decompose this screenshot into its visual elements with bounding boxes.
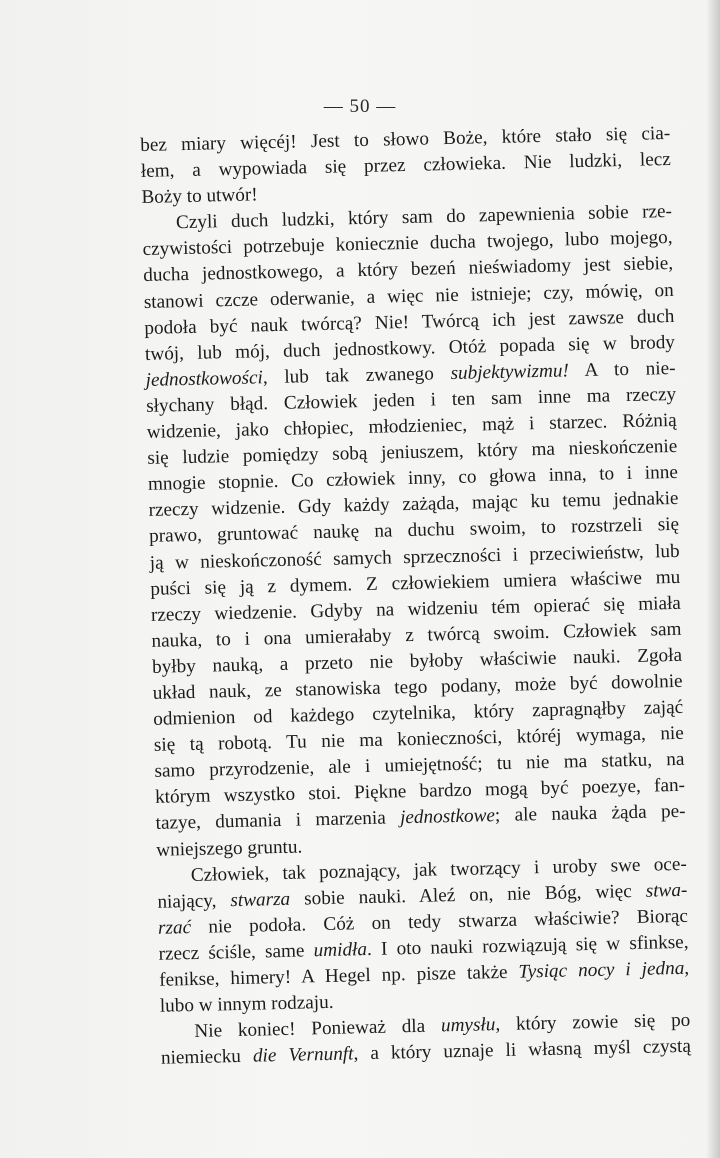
italic-phrase: stwarza	[230, 888, 291, 911]
text-run: się tą robotą. Tu nie ma konieczności, któréj wymaga, nie	[153, 722, 685, 756]
page-edge-shadow	[706, 0, 720, 1158]
italic-phrase: subjektywizmu!	[450, 360, 570, 384]
text-run: mnogie stopnie. Co człowiek inny, co głowa inna, to i inne	[147, 462, 679, 496]
text-run: Boży to utwór!	[141, 184, 258, 209]
text-run: słychany błąd. Człowiek jeden i ten sam inne ma rzeczy	[145, 383, 677, 417]
text-run: stanowi czcze oderwanie, a więc nie istnieje; czy, mówię, on	[143, 279, 674, 313]
italic-phrase: jednostkowości	[145, 367, 264, 391]
text-run: Człowiek, tak poznający, jak tworzący i uroby swe oce-	[190, 853, 687, 886]
text-run: samo przyrodzenie, ale i umiejętność; tu nie ma statku, na	[154, 749, 685, 783]
text-run: ją w nieskończoność samych sprzeczności i przeciwieństw, lub	[149, 540, 680, 574]
text-run: wniejszego gruntu.	[156, 836, 303, 861]
text-run: układ nauk, ze stanowiska tego podany, może być dowolnie	[152, 670, 683, 704]
text-run: Czyli duch ludzki, który sam do zapewnienia sobie rze-	[175, 201, 673, 234]
text-run: . I oto nauki rozwiązują się w sfinkse,	[366, 931, 689, 960]
text-run: ,	[684, 957, 690, 979]
text-run: twój, lub mój, duch jednostkowy. Otóż popada się w brody	[144, 331, 676, 365]
text-run: niający,	[157, 889, 231, 913]
text-run: Nie koniec! Ponieważ dla	[194, 1015, 442, 1043]
text-run: , lub tak zwanego	[262, 362, 451, 389]
text-run: nauka, to i ona umierałaby z twórcą swoim. Człowiek sam	[151, 618, 682, 652]
text-run: rzecz ściśle, same	[158, 940, 314, 965]
text-run: tazye, dumania i marzenia	[155, 807, 401, 835]
body-text	[140, 121, 691, 1072]
text-run: sobie nauki. Aleź on, nie Bóg, więc	[289, 880, 646, 910]
text-run: lubo w innym rodzaju.	[159, 991, 334, 1017]
text-run: A to nie-	[568, 357, 676, 382]
text-run: bez miary więcéj! Jest to słowo Boże, które stało się cia-	[140, 122, 671, 156]
text-run: prawo, gruntować naukę na duchu swoim, to rozstrzeli się	[148, 514, 680, 548]
italic-phrase: umysłu	[440, 1014, 496, 1037]
text-run: czywistości potrzebuje koniecznie ducha twojego, lubo mojego,	[142, 227, 673, 261]
italic-phrase: Tysiąc nocy i jedna	[518, 957, 685, 983]
italic-phrase: jednostkowe	[399, 805, 496, 829]
text-run: się ludzie pomiędzy sobą jeniuszem, który ma nieskończenie	[147, 436, 678, 470]
text-run: fenikse, himery! A Hegel np. pisze także	[158, 961, 519, 991]
text-run: byłby nauką, a przeto nie byłoby właściwie nauki. Zgoła	[151, 644, 683, 678]
text-run: odmienion od każdego czytelnika, który zapragnąłby zająć	[153, 696, 684, 730]
text-run: puści się ją z dymem. Z człowiekiem umiera właściwe mu	[150, 566, 681, 600]
text-run: ; ale nauka żąda pe-	[494, 801, 686, 827]
text-run: łem, a wypowiada się przez człowieka. Nie ludzki, lecz	[140, 149, 671, 183]
text-run: , a który uznaje li własną myśl czystą	[353, 1036, 692, 1065]
italic-phrase: die Vernunft	[252, 1043, 354, 1067]
text-run: niemiecku	[160, 1045, 254, 1070]
text-run: podoła być nauk twórcą? Nie! Twórcą ich jest zawsze duch	[144, 305, 675, 339]
italic-phrase: rzać	[157, 916, 192, 939]
italic-phrase: umidła	[313, 938, 368, 962]
italic-phrase: stwa-	[645, 879, 688, 902]
text-run: rzeczy widzenie. Gdy każdy zażąda, mając ku temu jednakie	[148, 488, 679, 522]
text-run: rzeczy wiedzenie. Gdyby na widzeniu tém opierać się miała	[150, 592, 682, 626]
text-run: nie podoła. Cóż on tedy stwarza właściwie? Biorąc	[190, 905, 689, 938]
text-run: widzenie, jako chłopiec, młodzieniec, mąż i starzec. Różnią	[146, 409, 677, 443]
text-run: którym wszystko stoi. Piękne bardzo mogą być poezye, fan-	[154, 775, 686, 809]
text-run: ducha jednostkowego, a który bezeń nieświadomy jest siebie,	[143, 253, 674, 287]
text-run: , który zowie się po	[495, 1009, 691, 1036]
page-number: — 50 —	[323, 96, 397, 117]
